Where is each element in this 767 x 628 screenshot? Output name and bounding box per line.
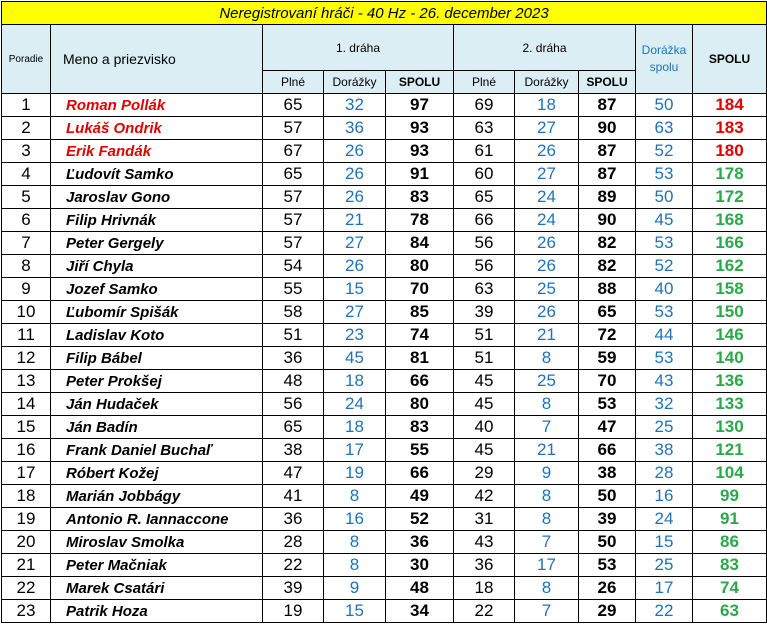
dorazky-2-cell: 26: [515, 140, 579, 163]
header-dorazky-2: Dorážky: [515, 71, 579, 94]
table-row: [2, 163, 767, 186]
dorazky-2-cell: 7: [515, 416, 579, 439]
player-name: Ladislav Koto: [51, 324, 263, 347]
dorazka-spolu-cell: 25: [636, 416, 693, 439]
spolu-2-cell: 82: [579, 255, 636, 278]
table-row: [2, 393, 767, 416]
rank-cell: 7: [2, 232, 51, 255]
dorazky-1-cell: 27: [324, 301, 386, 324]
dorazky-2-cell: 9: [515, 462, 579, 485]
player-name: Filip Hrivnák: [51, 209, 263, 232]
dorazka-spolu-cell: 22: [636, 600, 693, 623]
dorazky-2-cell: 8: [515, 393, 579, 416]
total-score-cell: 86: [693, 531, 767, 554]
dorazka-spolu-cell: 53: [636, 347, 693, 370]
plne-2-cell: 42: [454, 485, 515, 508]
spolu-1-cell: 93: [386, 117, 454, 140]
plne-1-cell: 57: [263, 186, 324, 209]
spolu-1-cell: 49: [386, 485, 454, 508]
player-name: Erik Fandák: [51, 140, 263, 163]
header-dorazka-line1: Dorážka: [641, 43, 687, 57]
spolu-2-cell: 50: [579, 485, 636, 508]
plne-2-cell: 18: [454, 577, 515, 600]
spolu-2-cell: 53: [579, 393, 636, 416]
plne-2-cell: 39: [454, 301, 515, 324]
table-row: [2, 94, 767, 117]
rank-cell: 18: [2, 485, 51, 508]
plne-2-cell: 29: [454, 462, 515, 485]
total-score-cell: 180: [693, 140, 767, 163]
player-name: Marek Csatári: [51, 577, 263, 600]
header-dorazka-spolu: [636, 25, 693, 94]
rank-cell: 2: [2, 117, 51, 140]
plne-1-cell: 58: [263, 301, 324, 324]
player-name: Marián Jobbágy: [51, 485, 263, 508]
spolu-2-cell: 38: [579, 462, 636, 485]
spolu-1-cell: 91: [386, 163, 454, 186]
dorazky-2-cell: 24: [515, 186, 579, 209]
player-name: Jozef Samko: [51, 278, 263, 301]
plne-1-cell: 65: [263, 416, 324, 439]
player-name: Ľubomír Spišák: [51, 301, 263, 324]
player-name: Lukáš Ondrik: [51, 117, 263, 140]
table-row: [2, 232, 767, 255]
spolu-2-cell: 87: [579, 94, 636, 117]
dorazky-1-cell: 15: [324, 600, 386, 623]
plne-2-cell: 45: [454, 393, 515, 416]
rank-cell: 1: [2, 94, 51, 117]
plne-2-cell: 65: [454, 186, 515, 209]
plne-2-cell: 36: [454, 554, 515, 577]
spolu-1-cell: 74: [386, 324, 454, 347]
dorazka-spolu-cell: 50: [636, 186, 693, 209]
spolu-1-cell: 55: [386, 439, 454, 462]
dorazky-1-cell: 36: [324, 117, 386, 140]
header-spolu-total: SPOLU: [693, 25, 767, 94]
player-name: Frank Daniel Buchaľ: [51, 439, 263, 462]
dorazky-2-cell: 7: [515, 600, 579, 623]
table-row: [2, 416, 767, 439]
rank-cell: 15: [2, 416, 51, 439]
dorazky-2-cell: 8: [515, 577, 579, 600]
dorazka-spolu-cell: 53: [636, 301, 693, 324]
plne-1-cell: 57: [263, 209, 324, 232]
spolu-1-cell: 81: [386, 347, 454, 370]
dorazky-2-cell: 17: [515, 554, 579, 577]
table-row: [2, 600, 767, 623]
table-row: [2, 209, 767, 232]
spolu-1-cell: 93: [386, 140, 454, 163]
table-row: [2, 324, 767, 347]
header-meno: Meno a priezvisko: [51, 25, 263, 94]
rank-cell: 9: [2, 278, 51, 301]
spolu-2-cell: 26: [579, 577, 636, 600]
spolu-2-cell: 88: [579, 278, 636, 301]
dorazka-spolu-cell: 52: [636, 140, 693, 163]
plne-1-cell: 57: [263, 117, 324, 140]
plne-1-cell: 36: [263, 508, 324, 531]
total-score-cell: 172: [693, 186, 767, 209]
dorazka-spolu-cell: 44: [636, 324, 693, 347]
table-row: [2, 485, 767, 508]
table-row: [2, 439, 767, 462]
header-spolu-2: SPOLU: [579, 71, 636, 94]
player-name: Roman Pollák: [51, 94, 263, 117]
total-score-cell: 91: [693, 508, 767, 531]
table-row: [2, 531, 767, 554]
total-score-cell: 168: [693, 209, 767, 232]
total-score-cell: 130: [693, 416, 767, 439]
player-name: Miroslav Smolka: [51, 531, 263, 554]
dorazky-2-cell: 26: [515, 301, 579, 324]
plne-1-cell: 65: [263, 163, 324, 186]
rank-cell: 3: [2, 140, 51, 163]
spolu-1-cell: 36: [386, 531, 454, 554]
plne-1-cell: 54: [263, 255, 324, 278]
dorazka-spolu-cell: 38: [636, 439, 693, 462]
dorazka-spolu-cell: 53: [636, 232, 693, 255]
header-draha-1: 1. dráha: [263, 25, 454, 71]
total-score-cell: 146: [693, 324, 767, 347]
spolu-2-cell: 89: [579, 186, 636, 209]
dorazky-2-cell: 8: [515, 347, 579, 370]
dorazky-1-cell: 15: [324, 278, 386, 301]
dorazky-2-cell: 26: [515, 255, 579, 278]
dorazky-1-cell: 26: [324, 163, 386, 186]
total-score-cell: 136: [693, 370, 767, 393]
total-score-cell: 178: [693, 163, 767, 186]
dorazky-2-cell: 21: [515, 439, 579, 462]
player-name: Ján Hudaček: [51, 393, 263, 416]
plne-1-cell: 22: [263, 554, 324, 577]
spolu-2-cell: 90: [579, 209, 636, 232]
dorazky-2-cell: 27: [515, 163, 579, 186]
plne-2-cell: 63: [454, 278, 515, 301]
spolu-1-cell: 83: [386, 186, 454, 209]
dorazka-spolu-cell: 43: [636, 370, 693, 393]
spolu-2-cell: 90: [579, 117, 636, 140]
plne-2-cell: 51: [454, 324, 515, 347]
player-name: Peter Gergely: [51, 232, 263, 255]
spolu-1-cell: 70: [386, 278, 454, 301]
plne-2-cell: 22: [454, 600, 515, 623]
dorazky-1-cell: 9: [324, 577, 386, 600]
table-row: [2, 117, 767, 140]
header-poradie: Poradie: [2, 25, 51, 94]
dorazky-1-cell: 19: [324, 462, 386, 485]
plne-1-cell: 28: [263, 531, 324, 554]
total-score-cell: 63: [693, 600, 767, 623]
total-score-cell: 83: [693, 554, 767, 577]
dorazky-2-cell: 21: [515, 324, 579, 347]
spolu-2-cell: 66: [579, 439, 636, 462]
spolu-2-cell: 87: [579, 140, 636, 163]
player-name: Filip Bábel: [51, 347, 263, 370]
dorazky-2-cell: 27: [515, 117, 579, 140]
dorazky-1-cell: 45: [324, 347, 386, 370]
plne-2-cell: 51: [454, 347, 515, 370]
rank-cell: 22: [2, 577, 51, 600]
header-plne-2: Plné: [454, 71, 515, 94]
spolu-1-cell: 66: [386, 462, 454, 485]
dorazky-1-cell: 32: [324, 94, 386, 117]
plne-2-cell: 45: [454, 439, 515, 462]
total-score-cell: 121: [693, 439, 767, 462]
plne-2-cell: 56: [454, 232, 515, 255]
dorazky-1-cell: 23: [324, 324, 386, 347]
player-name: Patrik Hoza: [51, 600, 263, 623]
spolu-1-cell: 34: [386, 600, 454, 623]
rank-cell: 12: [2, 347, 51, 370]
plne-1-cell: 48: [263, 370, 324, 393]
dorazka-spolu-cell: 53: [636, 163, 693, 186]
spolu-1-cell: 80: [386, 255, 454, 278]
plne-1-cell: 51: [263, 324, 324, 347]
title-row: [2, 2, 767, 25]
rank-cell: 13: [2, 370, 51, 393]
dorazky-1-cell: 26: [324, 186, 386, 209]
spolu-1-cell: 66: [386, 370, 454, 393]
plne-1-cell: 19: [263, 600, 324, 623]
table-row: [2, 278, 767, 301]
total-score-cell: 74: [693, 577, 767, 600]
spolu-1-cell: 84: [386, 232, 454, 255]
rank-cell: 11: [2, 324, 51, 347]
spolu-2-cell: 53: [579, 554, 636, 577]
plne-1-cell: 67: [263, 140, 324, 163]
table-row: [2, 301, 767, 324]
dorazky-2-cell: 24: [515, 209, 579, 232]
spolu-2-cell: 87: [579, 163, 636, 186]
plne-2-cell: 60: [454, 163, 515, 186]
dorazka-spolu-cell: 15: [636, 531, 693, 554]
table-row: [2, 462, 767, 485]
rank-cell: 8: [2, 255, 51, 278]
dorazky-1-cell: 8: [324, 531, 386, 554]
plne-2-cell: 63: [454, 117, 515, 140]
dorazky-1-cell: 27: [324, 232, 386, 255]
dorazky-1-cell: 21: [324, 209, 386, 232]
rank-cell: 21: [2, 554, 51, 577]
dorazky-2-cell: 25: [515, 370, 579, 393]
dorazky-2-cell: 8: [515, 508, 579, 531]
dorazky-1-cell: 16: [324, 508, 386, 531]
rank-cell: 19: [2, 508, 51, 531]
player-name: Jiří Chyla: [51, 255, 263, 278]
spolu-2-cell: 50: [579, 531, 636, 554]
table-title: Neregistrovaní hráči - 40 Hz - 26. december 2023: [2, 2, 767, 25]
dorazky-1-cell: 18: [324, 370, 386, 393]
dorazky-2-cell: 25: [515, 278, 579, 301]
plne-1-cell: 55: [263, 278, 324, 301]
dorazky-1-cell: 8: [324, 485, 386, 508]
dorazky-1-cell: 26: [324, 140, 386, 163]
table-row: [2, 554, 767, 577]
spolu-2-cell: 47: [579, 416, 636, 439]
spolu-2-cell: 29: [579, 600, 636, 623]
dorazka-spolu-cell: 40: [636, 278, 693, 301]
plne-1-cell: 36: [263, 347, 324, 370]
header-dorazka-line2: spolu: [649, 60, 679, 74]
plne-1-cell: 57: [263, 232, 324, 255]
total-score-cell: 166: [693, 232, 767, 255]
dorazky-2-cell: 18: [515, 94, 579, 117]
player-name: Ľudovít Samko: [51, 163, 263, 186]
dorazka-spolu-cell: 28: [636, 462, 693, 485]
player-name: Ján Badín: [51, 416, 263, 439]
plne-2-cell: 66: [454, 209, 515, 232]
player-name: Peter Prokšej: [51, 370, 263, 393]
plne-2-cell: 56: [454, 255, 515, 278]
total-score-cell: 183: [693, 117, 767, 140]
plne-1-cell: 47: [263, 462, 324, 485]
dorazka-spolu-cell: 45: [636, 209, 693, 232]
table-row: [2, 255, 767, 278]
header-plne-1: Plné: [263, 71, 324, 94]
player-name: Róbert Kožej: [51, 462, 263, 485]
plne-2-cell: 69: [454, 94, 515, 117]
dorazka-spolu-cell: 24: [636, 508, 693, 531]
rank-cell: 23: [2, 600, 51, 623]
header-dorazky-1: Dorážky: [324, 71, 386, 94]
total-score-cell: 140: [693, 347, 767, 370]
dorazky-2-cell: 26: [515, 232, 579, 255]
table-row: [2, 347, 767, 370]
rank-cell: 4: [2, 163, 51, 186]
table-row: [2, 140, 767, 163]
dorazka-spolu-cell: 16: [636, 485, 693, 508]
spolu-2-cell: 65: [579, 301, 636, 324]
spolu-1-cell: 97: [386, 94, 454, 117]
spolu-1-cell: 83: [386, 416, 454, 439]
dorazky-2-cell: 8: [515, 485, 579, 508]
player-name: Peter Mačniak: [51, 554, 263, 577]
plne-1-cell: 56: [263, 393, 324, 416]
header-row-main: [2, 25, 767, 71]
plne-1-cell: 39: [263, 577, 324, 600]
table-row: [2, 508, 767, 531]
rank-cell: 5: [2, 186, 51, 209]
spolu-1-cell: 85: [386, 301, 454, 324]
total-score-cell: 133: [693, 393, 767, 416]
total-score-cell: 99: [693, 485, 767, 508]
rank-cell: 14: [2, 393, 51, 416]
table-body: [2, 94, 767, 623]
header-spolu-1: SPOLU: [386, 71, 454, 94]
dorazka-spolu-cell: 25: [636, 554, 693, 577]
rank-cell: 20: [2, 531, 51, 554]
dorazky-1-cell: 24: [324, 393, 386, 416]
plne-1-cell: 38: [263, 439, 324, 462]
rank-cell: 17: [2, 462, 51, 485]
total-score-cell: 150: [693, 301, 767, 324]
plne-1-cell: 65: [263, 94, 324, 117]
plne-2-cell: 31: [454, 508, 515, 531]
spolu-2-cell: 59: [579, 347, 636, 370]
dorazka-spolu-cell: 63: [636, 117, 693, 140]
header-draha-2: 2. dráha: [454, 25, 636, 71]
dorazka-spolu-cell: 52: [636, 255, 693, 278]
spolu-1-cell: 30: [386, 554, 454, 577]
spolu-1-cell: 80: [386, 393, 454, 416]
player-name: Jaroslav Gono: [51, 186, 263, 209]
plne-2-cell: 61: [454, 140, 515, 163]
total-score-cell: 162: [693, 255, 767, 278]
dorazky-1-cell: 18: [324, 416, 386, 439]
dorazky-1-cell: 26: [324, 255, 386, 278]
total-score-cell: 158: [693, 278, 767, 301]
plne-1-cell: 41: [263, 485, 324, 508]
rank-cell: 10: [2, 301, 51, 324]
spolu-2-cell: 82: [579, 232, 636, 255]
total-score-cell: 104: [693, 462, 767, 485]
rank-cell: 16: [2, 439, 51, 462]
spolu-1-cell: 52: [386, 508, 454, 531]
table-row: [2, 577, 767, 600]
spolu-2-cell: 39: [579, 508, 636, 531]
table-row: [2, 186, 767, 209]
results-table: [1, 1, 767, 623]
spolu-2-cell: 72: [579, 324, 636, 347]
dorazky-1-cell: 17: [324, 439, 386, 462]
table-row: [2, 370, 767, 393]
total-score-cell: 184: [693, 94, 767, 117]
spolu-1-cell: 48: [386, 577, 454, 600]
plne-2-cell: 40: [454, 416, 515, 439]
player-name: Antonio R. Iannaccone: [51, 508, 263, 531]
rank-cell: 6: [2, 209, 51, 232]
dorazka-spolu-cell: 50: [636, 94, 693, 117]
spolu-2-cell: 70: [579, 370, 636, 393]
plne-2-cell: 43: [454, 531, 515, 554]
dorazky-1-cell: 8: [324, 554, 386, 577]
plne-2-cell: 45: [454, 370, 515, 393]
spolu-1-cell: 78: [386, 209, 454, 232]
dorazka-spolu-cell: 17: [636, 577, 693, 600]
dorazka-spolu-cell: 32: [636, 393, 693, 416]
dorazky-2-cell: 7: [515, 531, 579, 554]
